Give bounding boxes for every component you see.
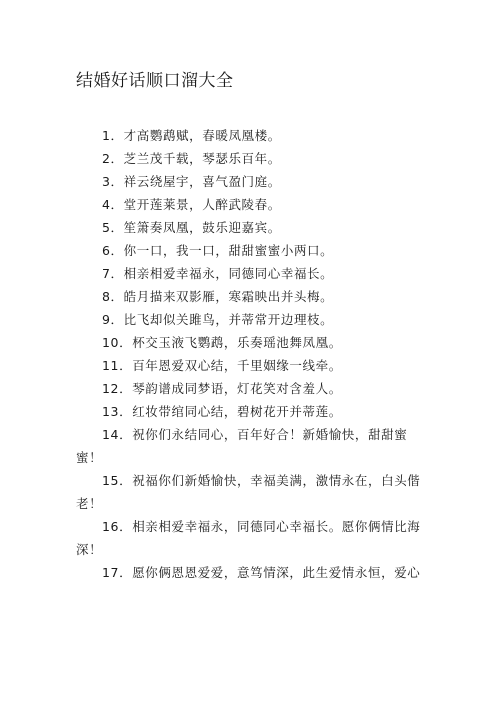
document-title: 结婚好话顺口溜大全	[76, 71, 234, 91]
list-item: 15．祝福你们新婚愉快，幸福美满，激情永在，白头偕老！	[76, 473, 421, 511]
blessing-list	[76, 124, 432, 584]
list-item: 5．笙箫奏凤凰，鼓乐迎嘉宾。	[102, 220, 281, 235]
list-item: 11．百年恩爱双心结，千里姻缘一线牵。	[102, 358, 342, 373]
list-item: 1．才高鹦鹉赋，春暖凤凰楼。	[102, 128, 281, 143]
list-item: 16．相亲相爱幸福永，同德同心幸福长。愿你俩情比海深！	[76, 519, 421, 557]
list-item: 6．你一口，我一口，甜甜蜜蜜小两口。	[102, 243, 334, 258]
list-item: 13．红妆带绾同心结，碧树花开并蒂莲。	[102, 404, 342, 419]
list-item: 10．杯交玉液飞鹦鹉，乐奏瑶池舞凤凰。	[102, 335, 342, 350]
list-item: 2．芝兰茂千载，琴瑟乐百年。	[102, 151, 281, 166]
list-item: 4．堂开莲莱景，人醉武陵春。	[102, 197, 281, 212]
list-item: 8．皓月描来双影雁，寒霜映出并头梅。	[102, 289, 334, 304]
list-item: 17．愿你俩恩恩爱爱，意笃情深，此生爱情永恒，爱心	[102, 565, 421, 580]
list-item: 3．祥云绕屋宇，喜气盈门庭。	[102, 174, 281, 189]
list-item: 9．比飞却似关雎鸟，并蒂常开边理枝。	[102, 312, 334, 327]
list-item: 12．琴韵谱成同梦语，灯花笑对含羞人。	[102, 381, 342, 396]
list-item: 14．祝你们永结同心，百年好合！新婚愉快，甜甜蜜蜜！	[76, 427, 408, 465]
list-item: 7．相亲相爱幸福永，同德同心幸福长。	[102, 266, 334, 281]
